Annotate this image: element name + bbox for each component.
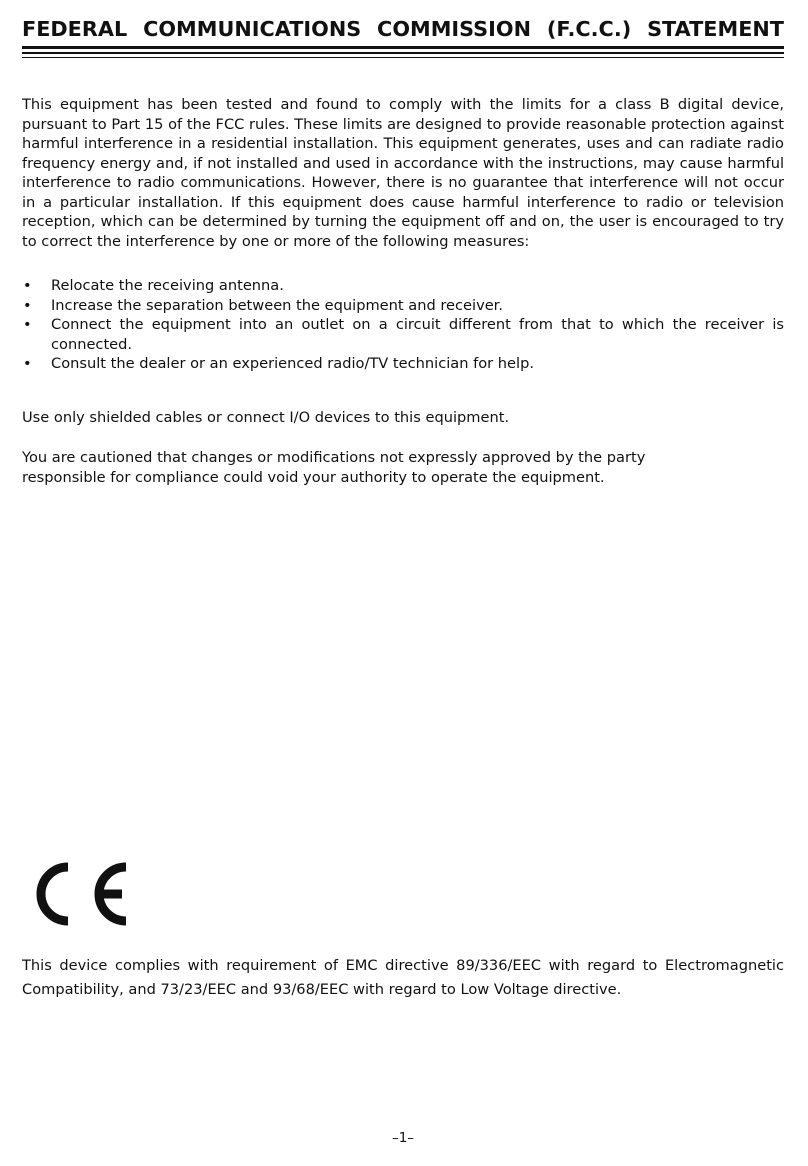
fcc-intro-paragraph: This equipment has been tested and found to comply with the limits for a class B digital device, pursuant to Part 15 of the FCC rules. These limits are designed to provide reasonable protection against harmful interference in a residential installation. This equipment generates, uses and can radiate radio frequency energy and, if not installed and used in accordance with the instructions, may cause harmful interference to radio communications. However, there is no guarantee that interference will not occur in a particular installation. If this equipment does cause harmful interference to radio or television reception, which can be determined by turning the equipment off and on, the user is encouraged to try to correct the interference by one or more of the following measures: bbox=[22, 96, 784, 250]
measure-text: Consult the dealer or an experienced radio/TV technician for help. bbox=[51, 355, 534, 372]
modification-caution-note: You are cautioned that changes or modifications not expressly approved by the party responsible for compliance could void your authority to operate the equipment. bbox=[22, 449, 646, 486]
list-item bbox=[22, 315, 784, 354]
title-rule-medium bbox=[22, 52, 784, 54]
list-item bbox=[22, 296, 784, 316]
title-rule-thin bbox=[22, 57, 784, 58]
measure-text: Relocate the receiving antenna. bbox=[51, 277, 284, 294]
measures-list bbox=[22, 276, 784, 374]
page-number: –1– bbox=[391, 1130, 415, 1146]
list-item bbox=[22, 276, 784, 296]
bullet-icon: • bbox=[23, 316, 32, 333]
shielded-cables-note: Use only shielded cables or connect I/O devices to this equipment. bbox=[22, 409, 510, 426]
document-page bbox=[22, 0, 784, 1166]
list-item bbox=[22, 354, 784, 374]
title-rule-thick bbox=[22, 46, 784, 49]
ce-compliance-statement: This device complies with requirement of EMC directive 89/336/EEC with regard to Electromagnetic Compatibility, and 73/23/EEC and 93/68/EEC with regard to Low Voltage directive. bbox=[22, 957, 784, 998]
bullet-icon: • bbox=[23, 277, 32, 294]
page-title: FEDERAL COMMUNICATIONS COMMISSION (F.C.C.) STATEMENT bbox=[22, 17, 784, 41]
measure-text: Increase the separation between the equipment and receiver. bbox=[51, 296, 503, 314]
bullet-icon: • bbox=[23, 355, 32, 372]
measure-text: Connect the equipment into an outlet on a circuit different from that to which the receiver is connected. bbox=[51, 316, 784, 353]
bullet-icon: • bbox=[23, 296, 32, 314]
ce-mark-icon bbox=[22, 858, 134, 930]
